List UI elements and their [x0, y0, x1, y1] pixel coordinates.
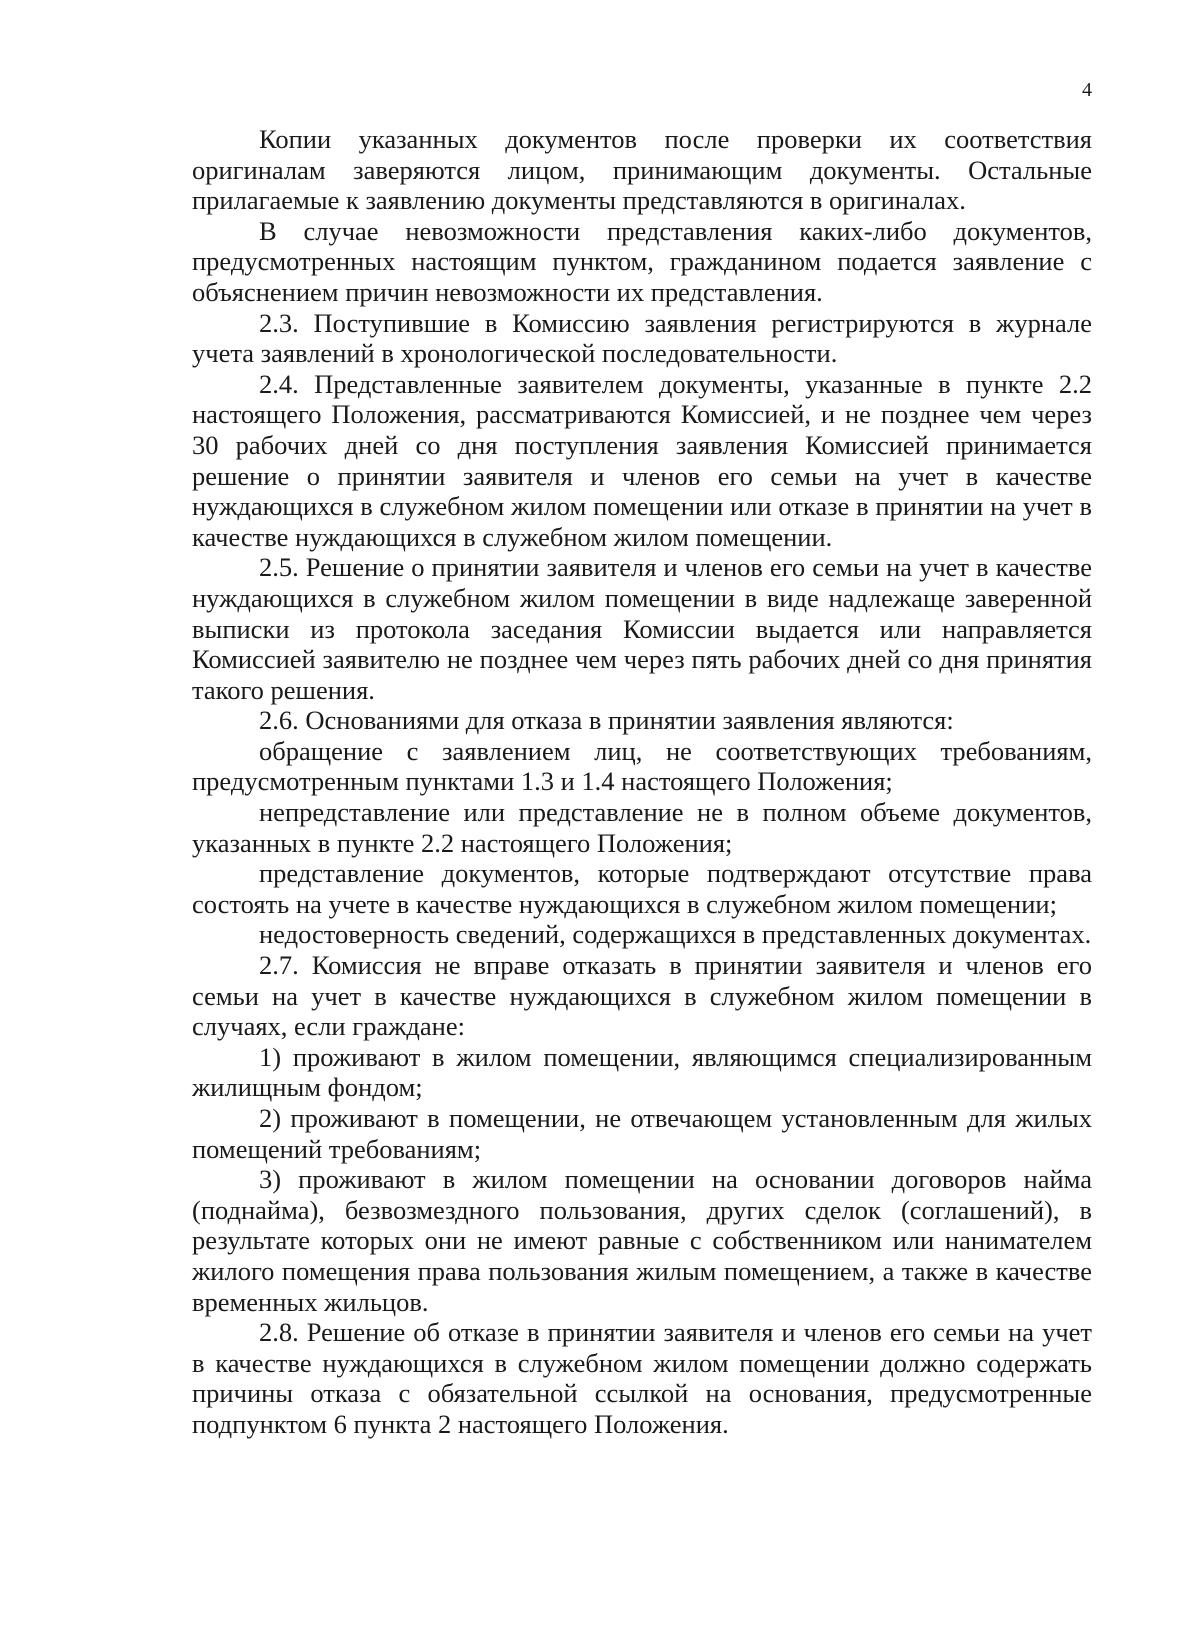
case-item-3: 3) проживают в жилом помещении на основании договоров найма (поднайма), безвозмездного пользования, других сделок (соглашений), в результате которых они не имеют равные с собственником или нанимателем жилого помещения права пользования жилым помещением, а также в качестве временных жильцов.	[192, 1164, 1092, 1317]
case-item-1: 1) проживают в жилом помещении, являющимся специализированным жилищным фондом;	[192, 1041, 1092, 1103]
page-number: 4	[1082, 79, 1092, 101]
paragraph-2-6: 2.6. Основаниями для отказа в принятии заявления являются:	[259, 705, 954, 736]
refusal-ground-1: обращение с заявлением лиц, не соответствующих требованиям, предусмотренным пунктами 1.3 и 1.4 настоящего Положения;	[192, 735, 1092, 797]
paragraph-2-3: 2.3. Поступившие в Комиссию заявления регистрируются в журнале учета заявлений в хронологической последовательности.	[192, 307, 1092, 369]
refusal-ground-2: непредставление или представление не в полном объеме документов, указанных в пункте 2.2 настоящего Положения;	[192, 797, 1092, 858]
paragraph-impossibility-statement: В случае невозможности представления каких-либо документов, предусмотренных настоящим пунктом, гражданином подается заявление с объяснением причин невозможности их представления.	[192, 215, 1092, 307]
paragraph-2-4: 2.4. Представленные заявителем документы, указанные в пункте 2.2 настоящего Положения, рассматриваются Комиссией, и не позднее чем через 30 рабочих дней со дня поступления заявления Комиссией принимается решение о принятии заявителя и членов его семьи на учет в качестве нуждающихся в служебном жилом помещении или отказе в принятии на учет в качестве нуждающихся в служебном жилом помещении.	[192, 368, 1092, 552]
paragraph-copies-certification: Копии указанных документов после проверки их соответствия оригиналам заверяются лицом, принимающим документы. Остальные прилагаемые к заявлению документы представляются в оригиналах.	[192, 124, 1092, 216]
paragraph-2-7: 2.7. Комиссия не вправе отказать в принятии заявителя и членов его семьи на учет в качестве нуждающихся в служебном жилом помещении в случаях, если граждане:	[192, 950, 1092, 1042]
paragraph-2-8: 2.8. Решение об отказе в принятии заявителя и членов его семьи на учет в качестве нуждающихся в служебном жилом помещении должно содержать причины отказа с обязательной ссылкой на основания, предусмотренные подпунктом 6 пункта 2 настоящего Положения.	[192, 1317, 1092, 1439]
paragraph-2-5: 2.5. Решение о принятии заявителя и членов его семьи на учет в качестве нуждающихся в служебном жилом помещении в виде надлежаще заверенной выписки из протокола заседания Комиссии выдается или направляется Комиссией заявителю не позднее чем через пять рабочих дней со дня принятия такого решения.	[192, 552, 1092, 705]
refusal-ground-3: представление документов, которые подтверждают отсутствие права состоять на учете в качестве нуждающихся в служебном жилом помещении;	[192, 858, 1092, 919]
case-item-2: 2) проживают в помещении, не отвечающем установленным для жилых помещений требованиям;	[192, 1103, 1092, 1164]
document-body	[192, 124, 1092, 1440]
refusal-ground-4: недостоверность сведений, содержащихся в представленных документах.	[259, 919, 1092, 950]
